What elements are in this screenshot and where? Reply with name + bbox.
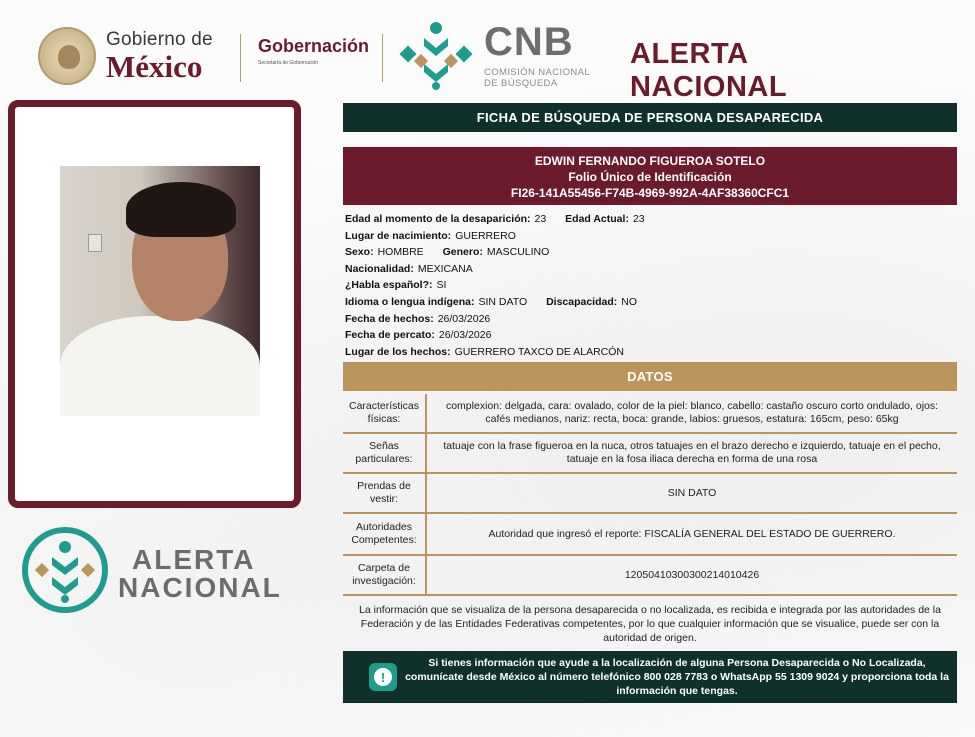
header-divider (382, 34, 383, 82)
info-row-habla: ¿Habla español?: SI (345, 279, 447, 292)
datos-value: SIN DATO (667, 486, 717, 499)
datos-value: 12050410300300214010426 (624, 568, 760, 581)
edad-actual-value: 23 (632, 213, 645, 225)
person-name: EDWIN FERNANDO FIGUEROA SOTELO (534, 154, 766, 168)
person-photo (60, 166, 260, 416)
info-row-nacionalidad: Nacionalidad: MEXICANA (345, 262, 473, 275)
contact-text: Si tienes información que ayude a la localización de alguna Persona Desaparecida o No Localizada, comunícate desde México al número telefónico 800 028 7783 o WhatsApp 55 1309 9024 y proporciona toda la información que tengas. (405, 657, 949, 697)
info-row-sexo: Sexo: HOMBRE Genero: MASCULINO (345, 246, 550, 259)
folio-label: Folio Único de Identificación (568, 170, 732, 184)
datos-label: Características físicas: (343, 394, 427, 432)
alerta-nacional-title: ALERTA NACIONAL (630, 38, 788, 103)
info-row-lugar-nacimiento: Lugar de nacimiento: GUERRERO (345, 229, 516, 242)
datos-title-bar: DATOS (343, 362, 957, 391)
person-info (345, 211, 957, 360)
alerta-nacional-logo-text (118, 546, 282, 602)
info-row-fecha-percato: Fecha de percato: 26/03/2026 (345, 329, 492, 342)
cnb-emblem-icon (398, 18, 474, 92)
datos-label: Prendas de vestir: (343, 474, 427, 512)
alerta-label: ALERTA (132, 544, 256, 575)
cnb-logo-text (484, 22, 590, 90)
gobernacion-label: Gobernación (258, 36, 370, 56)
info-row-edad: Edad al momento de la desaparición: 23 Edad Actual: 23 (345, 213, 645, 225)
table-row (343, 514, 957, 556)
mexico-label: México (106, 49, 203, 84)
header-divider (240, 34, 241, 82)
ficha-title-bar: FICHA DE BÚSQUEDA DE PERSONA DESAPARECIDA (343, 103, 957, 132)
datos-value: tatuaje con la frase figueroa en la nuca, otros tatuajes en el brazo derecho e izquierdo, tatuaje en el pecho, tatuaje en la fosa iliaca derecha en forma de una rosa (443, 440, 941, 465)
datos-value: Autoridad que ingresó el reporte: FISCALÍA GENERAL DEL ESTADO DE GUERRERO. (488, 527, 896, 540)
info-row-lugar-hechos: Lugar de los hechos: GUERRERO TAXCO DE ALARCÓN (345, 345, 625, 358)
gobernacion-sub-label: Secretaría de Gobernación (258, 60, 319, 66)
table-row (343, 394, 957, 434)
table-row (343, 556, 957, 596)
cnb-sub-label-1: COMISIÓN NACIONAL (484, 67, 591, 78)
alerta-nacional-emblem-icon (20, 525, 110, 615)
datos-label: Carpeta de investigación: (343, 556, 427, 594)
nacional-label: NACIONAL (118, 572, 282, 603)
datos-label: Autoridades Competentes: (343, 514, 427, 554)
person-name-box (343, 147, 957, 205)
disclaimer-text: La información que se visualiza de la persona desaparecida o no localizada, es recibida e integrada por las autoridades de la Federación y de las Entidades Federativas competentes, por lo que cualquier información que se visualice, puede ser con la autoridad de origen. (359, 604, 941, 644)
datos-label: Señas particulares: (343, 434, 427, 472)
contact-info-bar (343, 651, 957, 703)
gobierno-mexico-logo (38, 24, 228, 88)
table-row (343, 474, 957, 514)
info-row-idioma: Idioma o lengua indígena: SIN DATO Discapacidad: NO (345, 295, 638, 308)
datos-value: complexion: delgada, cara: ovalado, color de la piel: blanco, cabello: castaño oscuro corto ondulado, ojos: cafés medianos, nariz: recta, boca: grande, labios: gruesos, estatura: 165cm, peso: 65kg (445, 400, 939, 425)
gobernacion-logo (258, 36, 369, 66)
table-row (343, 434, 957, 474)
datos-table (343, 394, 957, 596)
alert-info-icon: ! (369, 663, 397, 691)
folio-value: FI26-141A55456-F74B-4969-992A-4AF38360CFC1 (510, 186, 790, 200)
info-row-fecha-hechos: Fecha de hechos: 26/03/2026 (345, 312, 491, 325)
cnb-sub-label-2: DE BÚSQUEDA (484, 77, 558, 89)
cnb-label: CNB (484, 20, 574, 64)
national-seal-icon (38, 27, 96, 85)
gobierno-label: Gobierno de (106, 29, 213, 50)
edad-desaparicion-value: 23 (534, 213, 547, 225)
